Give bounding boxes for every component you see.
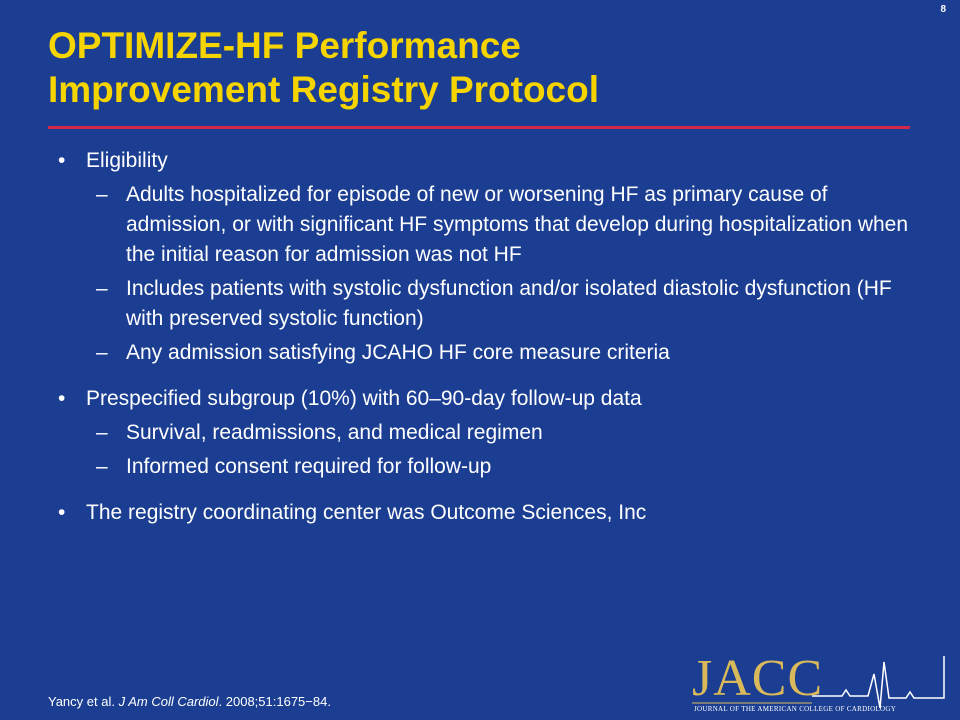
sub-item bbox=[58, 180, 928, 270]
sub-item-text: Informed consent required for follow-up bbox=[126, 455, 492, 478]
bullet-text: The registry coordinating center was Outcome Sciences, Inc bbox=[86, 501, 647, 524]
citation bbox=[48, 694, 331, 709]
bullet-text: Prespecified subgroup (10%) with 60–90-day follow-up data bbox=[86, 387, 642, 410]
citation-details: . 2008;51:1675−84. bbox=[218, 694, 331, 709]
sub-item bbox=[58, 338, 928, 368]
sub-item bbox=[58, 274, 928, 334]
sub-list bbox=[58, 418, 928, 482]
bullet-text: Eligibility bbox=[86, 149, 168, 172]
sub-item-text: Any admission satisfying JCAHO HF core measure criteria bbox=[126, 341, 670, 364]
dash-icon: – bbox=[96, 421, 108, 444]
slide-number: 8 bbox=[940, 4, 946, 15]
bullet-icon: • bbox=[58, 501, 66, 524]
sub-item-text: Includes patients with systolic dysfunction and/or isolated diastolic dysfunction (HF with preserved systolic function) bbox=[126, 277, 892, 330]
slide-content bbox=[58, 146, 928, 544]
sub-list bbox=[58, 180, 928, 368]
citation-journal: J Am Coll Cardiol bbox=[118, 694, 219, 709]
title-divider bbox=[48, 126, 910, 129]
slide-title bbox=[48, 24, 928, 112]
title-line-1: OPTIMIZE-HF Performance bbox=[48, 25, 521, 66]
dash-icon: – bbox=[96, 183, 108, 206]
citation-authors: Yancy et al. bbox=[48, 694, 115, 709]
dash-icon: – bbox=[96, 455, 108, 478]
logo-subtitle: JOURNAL OF THE AMERICAN COLLEGE OF CARDIOLOGY bbox=[694, 705, 897, 713]
bullet-group-eligibility bbox=[58, 146, 928, 368]
jacc-logo bbox=[692, 650, 950, 716]
bullet-item bbox=[58, 146, 928, 176]
bullet-item bbox=[58, 384, 928, 414]
dash-icon: – bbox=[96, 341, 108, 364]
sub-item bbox=[58, 418, 928, 448]
bullet-item bbox=[58, 498, 928, 528]
title-line-2: Improvement Registry Protocol bbox=[48, 69, 600, 110]
bullet-group-coordinating-center bbox=[58, 498, 928, 528]
dash-icon: – bbox=[96, 277, 108, 300]
bullet-icon: • bbox=[58, 149, 66, 172]
sub-item bbox=[58, 452, 928, 482]
bullet-group-subgroup bbox=[58, 384, 928, 482]
logo-wordmark: JACC bbox=[692, 650, 824, 707]
sub-item-text: Adults hospitalized for episode of new or worsening HF as primary cause of admission, or with significant HF symptoms that develop during hospitalization when the initial reason for admission was not HF bbox=[126, 183, 909, 266]
sub-item-text: Survival, readmissions, and medical regimen bbox=[126, 421, 543, 444]
bullet-icon: • bbox=[58, 387, 66, 410]
